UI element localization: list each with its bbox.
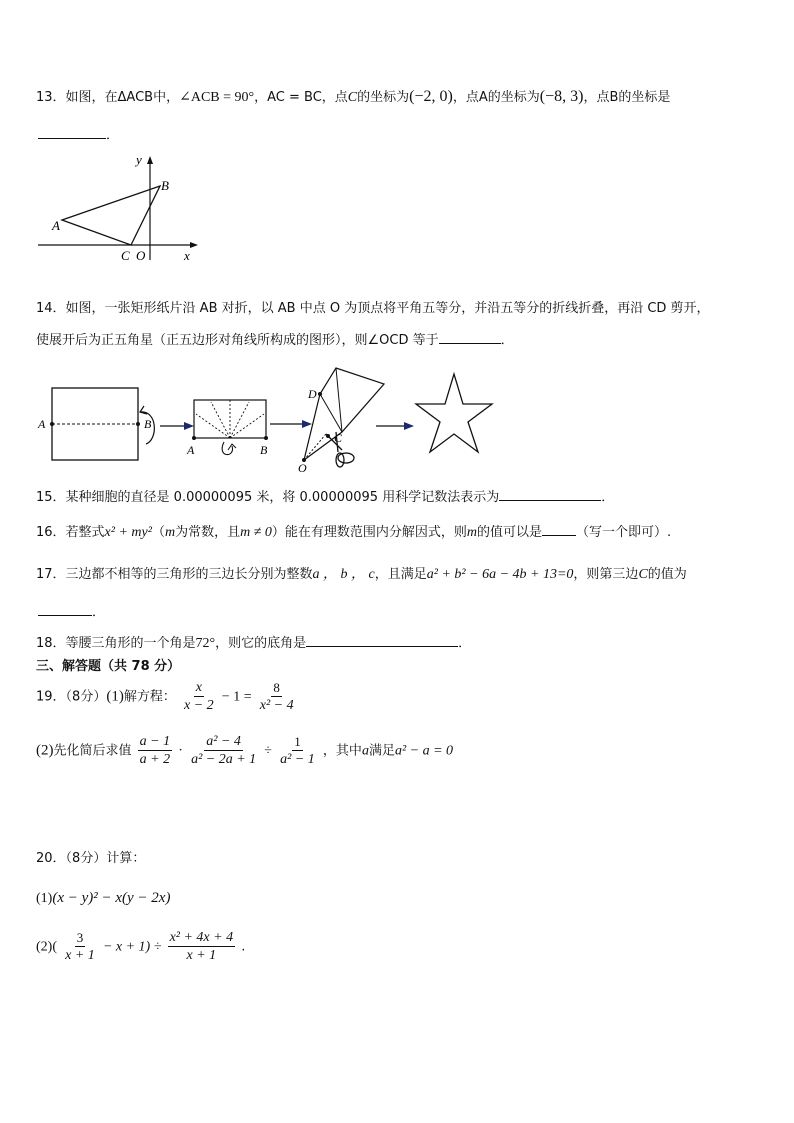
section-heading: 三、解答题（共 78 分） [36,659,181,674]
svg-text:D: D [308,387,317,401]
answer-blank[interactable] [542,523,576,536]
axis-x-label: x [184,248,190,263]
q13-answer-line: ． [38,126,119,145]
q15-text: 15．某种细胞的直径是 0.00000095 米，将 0.00000095 用科学记数法表示为 ． [36,490,615,505]
fraction: $\frac{\text{x² + 4x + 4}}{x + 1}$ [169,930,234,964]
answer-blank[interactable] [306,634,458,647]
q16-text: 16．若整式x² + my²（m为常数，且m ≠ 0）能在有理数范围内分解因式，则m的值可以是 （写一个即可）. [36,525,672,540]
svg-text:O: O [298,461,307,474]
fraction: $\frac{8}{\text{x² − 4}}$ [259,679,294,713]
q17-text: 17．三边都不相等的三角形的三边长分别为整数a ， b ， c，且满足a² + b² − 6a − 4b + 13=0，则第三边C的值为 [36,567,687,582]
point-A-label: A [52,218,60,233]
svg-text:A: A [187,443,195,457]
q20-part2: (2)( $\frac{3}{x + 1}$ − x + 1) ÷ $\frac{\text{x² + 4x + 4}}{x + 1}$ . [36,929,246,964]
fraction: $\frac{x}{x - 2}$ [183,680,214,714]
svg-text:B: B [260,443,268,457]
axis-y-label: y [136,152,142,167]
q17-answer-line: ． [38,603,105,622]
q18-text: 18．等腰三角形的一个角是72°，则它的底角是 ． [36,636,472,651]
svg-text:C: C [334,431,343,445]
q19-part2: (2)先化简后求值 $\frac{a - 1}{a + 2}$ · $\frac{\text{a² − 4}}{\text{a² − 2a + 1}}$ ÷ $\frac{1}{\text{a² − 1}}$ ，其中a满足a² − a = 0 [36,733,454,768]
fraction: $\frac{1}{\text{a² − 1}}$ [280,733,315,767]
q20-heading: 20．（8分）计算： [36,851,146,866]
answer-blank[interactable] [499,488,601,501]
q13-text: 13．如图，在ΔACB中，∠ACB = 90°，AC = BC，点C的坐标为(−2, 0)，点A的坐标为(−8, 3)，点B的坐标是 [36,88,671,105]
fraction: $\frac{3}{x + 1}$ [65,929,95,963]
q19-part1: 19．（8分）(1)解方程： $\frac{x}{x - 2}$ − 1 = $\frac{8}{\text{x² − 4}}$ [36,679,294,714]
q13-coordinate-figure [36,150,206,265]
answer-blank[interactable] [439,331,501,344]
q14-folding-figure [36,362,506,474]
point-C-label: C [121,248,130,263]
q14-line2: 使展开后为正五角星（正五边形对角线所构成的图形），则∠OCD 等于 ． [36,333,514,348]
q14-line1: 14．如图，一张矩形纸片沿 AB 对折，以 AB 中点 O 为顶点将平角五等分，并沿五等分的折线折叠，再沿 CD 剪开， [36,301,710,316]
svg-text:B: B [144,417,152,431]
fraction: $\frac{\text{a² − 4}}{\text{a² − 2a + 1}}$ [191,734,257,768]
answer-blank[interactable] [38,126,106,139]
origin-label: O [136,248,146,263]
q20-part1: (1)(x − y)² − x(y − 2x) [36,890,171,906]
point-B-label: B [161,178,169,193]
answer-blank[interactable] [38,603,92,616]
fraction: $\frac{a - 1}{a + 2}$ [139,734,171,768]
svg-text:A: A [38,417,46,431]
